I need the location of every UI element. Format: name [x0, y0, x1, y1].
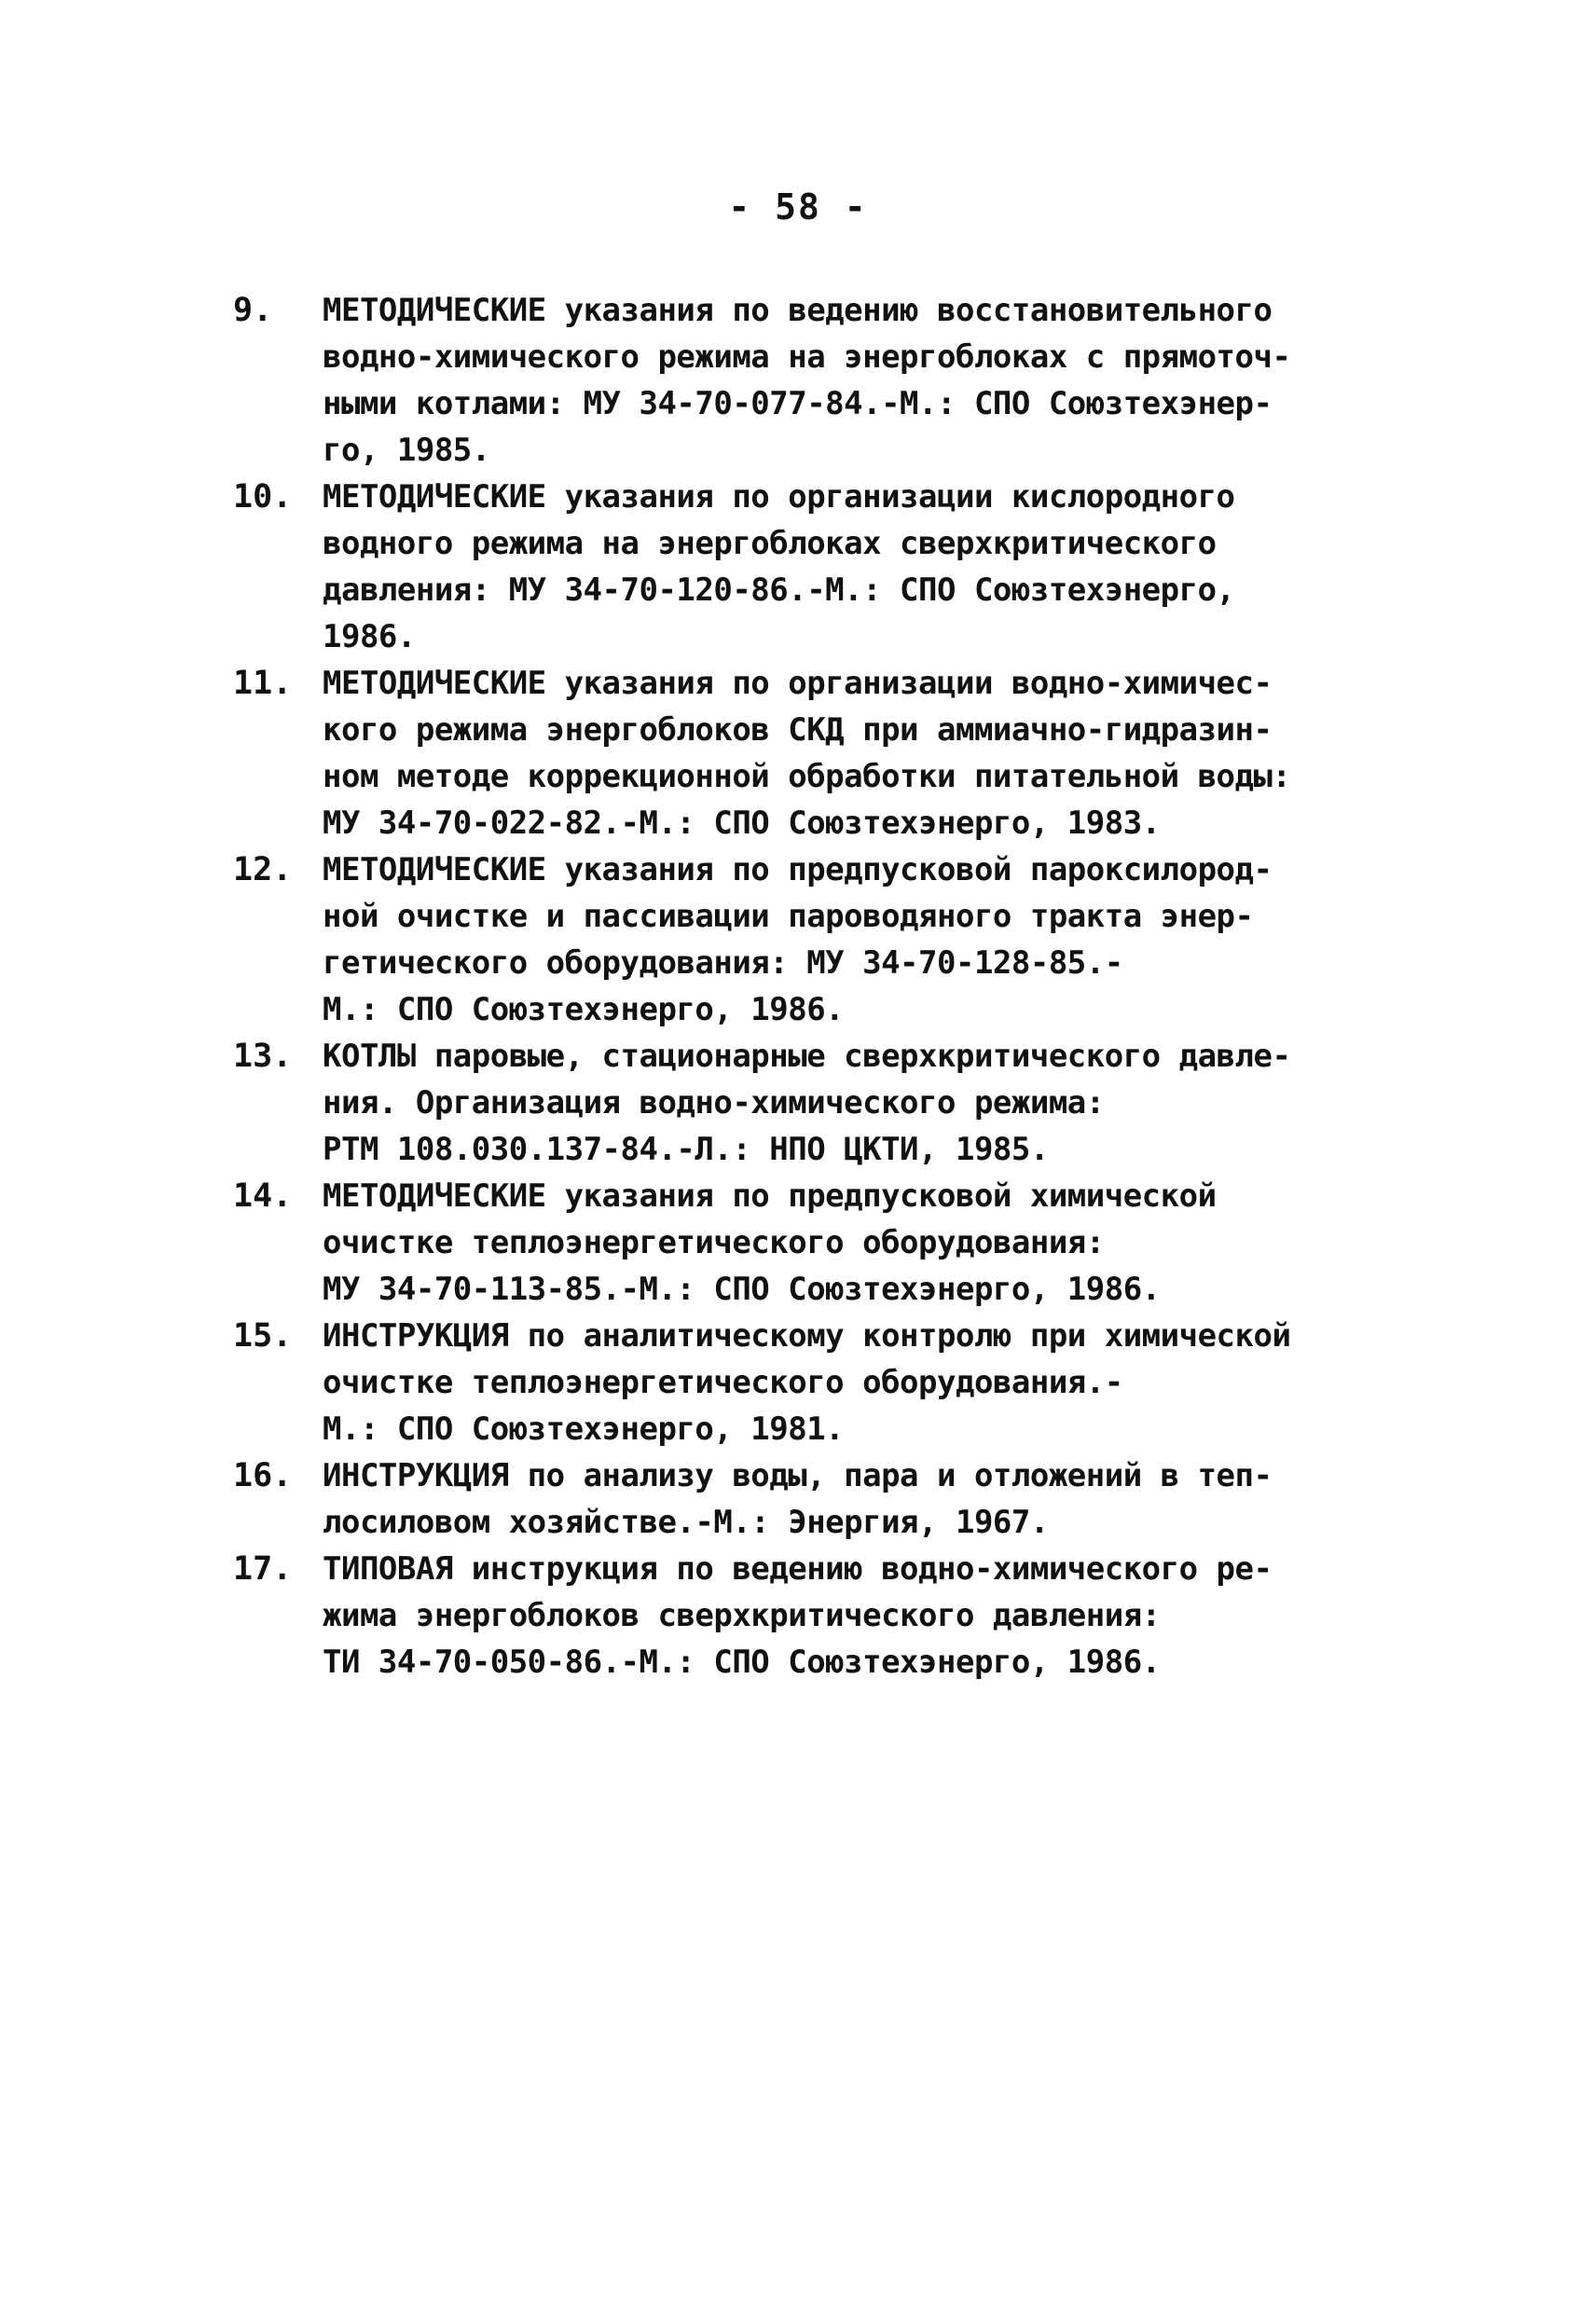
reference-line: 1986. — [323, 618, 416, 655]
reference-line: МЕТОДИЧЕСКИЕ указания по организации кислородного — [323, 478, 1235, 516]
reference-line: очистке теплоэнергетического оборудования.- — [323, 1364, 1123, 1401]
reference-line: давления: МУ 34-70-120-86.-М.: СПО Союзтехэнерго, — [323, 571, 1235, 609]
reference-line: МЕТОДИЧЕСКИЕ указания по организации водно-химичес- — [323, 665, 1273, 702]
reference-line: РТМ 108.030.137-84.-Л.: НПО ЦКТИ, 1985. — [323, 1131, 1049, 1168]
reference-line: ТИ 34-70-050-86.-М.: СПО Союзтехэнерго, 1986. — [323, 1644, 1161, 1681]
reference-line: МУ 34-70-022-82.-М.: СПО Союзтехэнерго, 1983. — [323, 805, 1161, 842]
reference-item — [233, 846, 1389, 1033]
page-number: - 58 - — [728, 186, 868, 227]
reference-line: КОТЛЫ паровые, стационарные сверхкритического давле- — [323, 1038, 1291, 1075]
reference-number: 11. — [233, 665, 293, 702]
reference-line: ТИПОВАЯ инструкция по ведению водно-химического ре- — [323, 1550, 1273, 1588]
reference-line: МЕТОДИЧЕСКИЕ указания по предпусковой химической — [323, 1177, 1217, 1215]
reference-number: 15. — [233, 1317, 293, 1355]
reference-line: жима энергоблоков сверхкритического давления: — [323, 1597, 1161, 1634]
reference-line: очистке теплоэнергетического оборудования: — [323, 1224, 1105, 1261]
reference-item — [233, 1313, 1389, 1452]
reference-number: 12. — [233, 851, 293, 888]
reference-item — [233, 660, 1389, 846]
reference-item — [233, 1546, 1389, 1686]
reference-number: 17. — [233, 1550, 293, 1588]
reference-line: ном методе коррекционной обработки питательной воды: — [323, 758, 1291, 795]
reference-line: ИНСТРУКЦИЯ по аналитическому контролю при химической — [323, 1317, 1291, 1355]
reference-line: М.: СПО Союзтехэнерго, 1986. — [323, 991, 845, 1028]
reference-line: М.: СПО Союзтехэнерго, 1981. — [323, 1411, 845, 1448]
reference-line: водно-химического режима на энергоблоках с прямоточ- — [323, 338, 1291, 376]
reference-line: водного режима на энергоблоках сверхкритического — [323, 525, 1217, 562]
reference-line: кого режима энергоблоков СКД при аммиачно-гидразин- — [323, 711, 1273, 749]
reference-line: ной очистке и пассивации пароводяного тракта энер- — [323, 898, 1254, 935]
reference-number: 10. — [233, 478, 293, 516]
reference-number: 9. — [233, 292, 273, 329]
reference-number: 13. — [233, 1038, 293, 1075]
reference-list — [233, 287, 1389, 1686]
reference-item — [233, 1452, 1389, 1546]
reference-line: ными котлами: МУ 34-70-077-84.-М.: СПО Союзтехэнер- — [323, 385, 1273, 422]
reference-line: МУ 34-70-113-85.-М.: СПО Союзтехэнерго, 1986. — [323, 1271, 1161, 1308]
reference-item — [233, 1033, 1389, 1173]
reference-line: гетического оборудования: МУ 34-70-128-85.- — [323, 944, 1123, 982]
reference-line: МЕТОДИЧЕСКИЕ указания по ведению восстановительного — [323, 292, 1273, 329]
reference-line: МЕТОДИЧЕСКИЕ указания по предпусковой пароксилород- — [323, 851, 1273, 888]
reference-item — [233, 1173, 1389, 1313]
reference-line: ния. Организация водно-химического режима: — [323, 1084, 1105, 1122]
reference-line: ИНСТРУКЦИЯ по анализу воды, пара и отложений в теп- — [323, 1457, 1273, 1494]
reference-item — [233, 287, 1389, 474]
reference-line: го, 1985. — [323, 432, 490, 469]
reference-item — [233, 474, 1389, 660]
reference-number: 14. — [233, 1177, 293, 1215]
reference-line: лосиловом хозяйстве.-М.: Энергия, 1967. — [323, 1504, 1049, 1541]
reference-number: 16. — [233, 1457, 293, 1494]
